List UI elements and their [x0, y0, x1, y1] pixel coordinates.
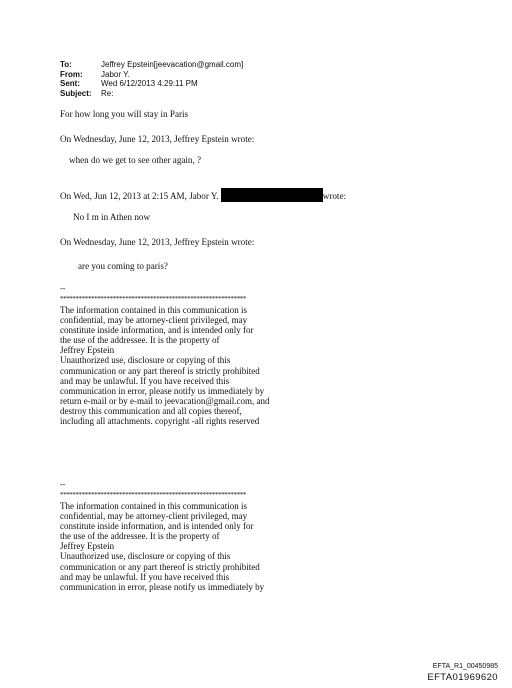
notice-line: communication or any part thereof is strictly prohibited [60, 365, 260, 376]
sent-row [60, 79, 243, 89]
notice-line: The information contained in this communication is [60, 501, 247, 511]
to-label: To: [60, 60, 72, 69]
notice-line: Unauthorized use, disclosure or copying of this [60, 551, 231, 562]
notice-line: confidential, may be attorney-client privileged, may [60, 315, 248, 326]
from-value: Jabor Y. [101, 69, 130, 79]
redaction-box [221, 188, 323, 202]
subject-row [60, 89, 243, 99]
quoted-message: when do we get to see other again, ? [69, 155, 202, 165]
sent-label: Sent: [60, 79, 80, 89]
notice-line: return e-mail or by e-mail to jeevacation@gmail.com, and [60, 395, 270, 406]
signature-separator: -- [60, 480, 66, 489]
to-row [60, 60, 243, 70]
notice-line: communication in error, please notify us immediately by [60, 581, 265, 592]
subject-label: Subject: [60, 88, 92, 98]
to-value: Jeffrey Epstein[jeevacation@gmail.com] [101, 60, 244, 69]
notice-line: and may be unlawful. If you have received this [60, 375, 230, 386]
confidentiality-notice [60, 305, 269, 426]
notice-line: the use of the addressee. It is the property of [60, 335, 220, 346]
asterisk-divider: ************************************************************ [60, 295, 247, 303]
notice-line: including all attachments. copyright -all rights reserved [60, 416, 260, 427]
notice-line: communication or any part thereof is strictly prohibited [60, 561, 260, 572]
notice-line: destroy this communication and all copies thereof, [60, 405, 242, 416]
notice-line: the use of the addressee. It is the property of [60, 531, 220, 542]
quote-intro-part: wrote: [322, 191, 347, 201]
notice-line: The information contained in this communication is [60, 305, 247, 315]
signature-separator: -- [60, 284, 66, 293]
notice-line: constitute inside information, and is intended only for [60, 325, 254, 336]
quote-intro-with-redaction [60, 188, 346, 202]
message-line: For how long you will stay in Paris [60, 109, 189, 119]
notice-line: Jeffrey Epstein [60, 345, 115, 356]
quote-intro-part: On Wed, Jun 12, 2013 at 2:15 AM, Jabor Y. [60, 191, 219, 201]
notice-line: Unauthorized use, disclosure or copying of this [60, 355, 231, 366]
from-label: From: [60, 69, 83, 79]
quoted-message: are you coming to paris? [78, 261, 168, 271]
bates-stamp-secondary: EFTA01969620 [427, 672, 498, 683]
quote-intro: On Wednesday, June 12, 2013, Jeffrey Epstein wrote: [60, 237, 255, 247]
sent-value: Wed 6/12/2013 4:29:11 PM [101, 79, 198, 89]
notice-line: constitute inside information, and is intended only for [60, 521, 254, 532]
bates-stamp-primary: EFTA_R1_00450985 [432, 663, 498, 670]
notice-line: and may be unlawful. If you have received this [60, 571, 230, 582]
subject-value: Re: [101, 88, 114, 98]
quoted-message: No I m in Athen now [73, 212, 151, 222]
notice-line: Jeffrey Epstein [60, 541, 115, 552]
notice-line: confidential, may be attorney-client privileged, may [60, 511, 248, 522]
asterisk-divider: ************************************************************ [60, 491, 247, 499]
quote-intro: On Wednesday, June 12, 2013, Jeffrey Epstein wrote: [60, 134, 255, 144]
from-row [60, 70, 243, 80]
confidentiality-notice [60, 501, 264, 592]
email-header [60, 60, 243, 98]
notice-line: communication in error, please notify us immediately by [60, 385, 265, 396]
